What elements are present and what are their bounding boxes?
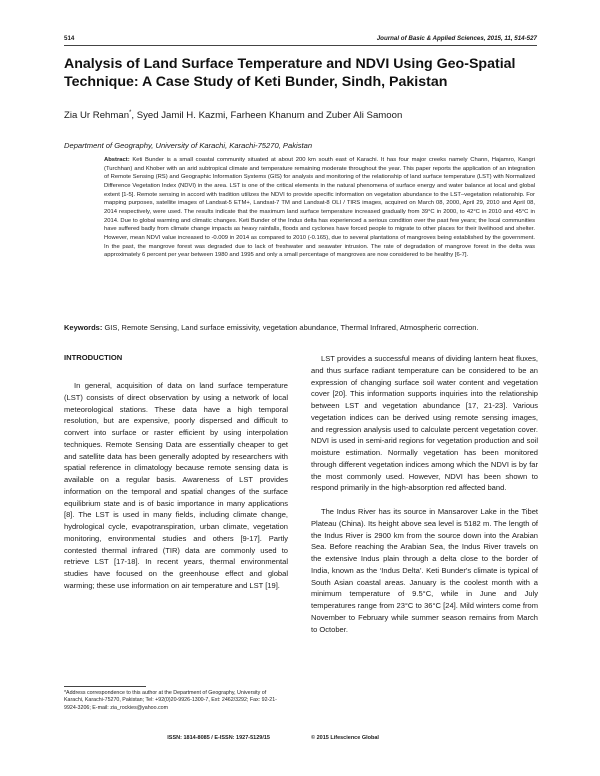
introduction-paragraph-1: In general, acquisition of data on land surface temperature (LST) consists of direct observation by using a network of local meteorological stations. These data have a high temporal resolution, but are expensive, poorly dispersed and difficult to convert into surface or raster efficient by using interpolation techniques. Remote Sensing Data are essentially cheaper to get and satellite data has been generally adopted by researchers with spatial reference in climatology because remote sensing data is available on a regular basis. Awareness of LST provides information on the temporal and spatial changes of the surface equilibrium state and is of basic importance in many applications [8]. The LST is used in many fields, including climate change, hydrological cycle, evapotranspiration, urban climate, vegetation monitoring, environmental studies and others [9-17]. Partly contested thermal infrared (TIR) data are commonly used to retrieve LST [17-18]. In recent years, thermal environmental studies have focused on the greenhouse effect and global warming; these use information on air temperature and LST [19]. bbox=[64, 381, 288, 590]
author-list bbox=[64, 110, 402, 121]
keywords bbox=[64, 322, 538, 333]
footnote-divider bbox=[64, 686, 146, 687]
running-header-journal: Journal of Basic & Applied Sciences, 2015, 11, 514-527 bbox=[376, 35, 537, 42]
introduction-paragraph-3: The Indus River has its source in Mansarover Lake in the Tibet Plateau (China). Its height above sea level is 5182 m. The length of the Indus River is 2900 km from the source down into the Arabian Sea. Before reaching the Arabian Sea, the Indus River travels on the extensive Indus plain through a delta close to the border of India, known as the ‘Indus Delta’. Keti Bunder's climate is typical of South Asian coastal areas. January is the coolest month with a minimum temperature of 9.5°C, while in June and July temperatures range from 23°C to 36°C [24]. Mild winters come from November to February while summer season remains from March to October. bbox=[311, 507, 538, 634]
abstract-text: Keti Bunder is a small coastal community situated at about 200 km south east of Karachi. It has four major creeks namely Chann, Hajamro, Kangri (Turchhan) and Khober with an arid subtropical climate and temperature remaining moderate throughout the year. This paper reports the application of an integration of Remote Sensing (RS) and Geographic Information Systems (GIS) for analysis and monitoring of the relationship of land surface temperature (LST) with Normalized Difference Vegetation Index (NDVI) in the area. LST is one of the critical elements in the natural phenomena of surface energy and water balance at local and global extent [1-5]. Remote sensing in accord with tradition utilizes the NDVI to provide specific information on vegetation abundance to the LST–vegetation relationship. For mapping purposes, satellite images of Landsat-5 ETM+, Landsat-7 TM and Landsat-8 OLI / TIRS images, acquired on March 08, 2000, April 29, 2010 and April 08, 2014 respectively, were used. The results indicate that the maximum land surface temperature increased gradually from 39°C in 2000, to 42°C in 2010 and 45°C in 2014. Due to global warming and climatic changes. Keti Bunder of the Indus delta has experienced a serious condition over the past few years; the local communities have suffered badly from climate change impacts as heavy rainfalls, floods and cyclones have forced people to migrate to other places for their livelihood and shelter. However, mean NDVI value increased to -0.009 in 2014 as compared to 2010 (-0.165), due to several plantations of mangroves being established by the government. In the past, the mangrove forest was degraded due to lack of freshwater and seawater intrusion. The rate of degradation of mangrove forest in the delta was approximately 6 percent per year between 1980 and 1995 and only a small percentage of mangroves are now considered to be healthy [6-7]. bbox=[104, 157, 535, 259]
page-number: 514 bbox=[64, 35, 75, 42]
abstract bbox=[104, 156, 535, 260]
abstract-label: Abstract: bbox=[104, 157, 130, 163]
article-title: Analysis of Land Surface Temperature and NDVI Using Geo-Spatial Technique: A Case Study of Keti Bunder, Sindh, Pakistan bbox=[64, 56, 516, 90]
corresponding-author-mark[interactable]: * bbox=[129, 110, 132, 116]
correspondence-footnote: *Address correspondence to this author at the Department of Geography, University of Karachi, Karachi-75270, Pakistan; Tel: +92(0)20-9926-1300-7, Ext: 2462/3292; Fax: 92-21-9924-3206; E-mail: zia_rockies@yahoo.com bbox=[64, 690, 277, 711]
first-author: Zia Ur Rehman bbox=[64, 110, 130, 122]
footer-issn: ISSN: 1814-8085 / E-ISSN: 1927-5129/15 bbox=[167, 735, 270, 741]
header-divider bbox=[64, 45, 537, 46]
keywords-text: GIS, Remote Sensing, Land surface emissivity, vegetation abundance, Thermal Infrared, Atmospheric correction. bbox=[104, 323, 479, 332]
right-column bbox=[311, 353, 538, 635]
introduction-heading: INTRODUCTION bbox=[64, 353, 123, 362]
author-affiliation: Department of Geography, University of Karachi, Karachi-75270, Pakistan bbox=[64, 141, 313, 150]
left-column bbox=[64, 380, 288, 592]
footer-copyright: © 2015 Lifescience Global bbox=[311, 735, 379, 741]
introduction-paragraph-2: LST provides a successful means of dividing lantern heat fluxes, and thus surface radiant temperature can be considered to be an expression of changing surface soil water content and vegetation cover [20]. This information supports inquiries into the relationship between LST and vegetation abundance [17, 21-23]. Various vegetation indices can be derived using remote sensing images, and regression analysis used to calculate percent vegetation cover. NDVI is used in semi-arid regions for vegetation production and soil moisture estimation. Normally vegetation has been monitored through different vegetation indices among which the NDVI is by far the most commonly used. However, NDVI has been shown to respond primarily in the high-absorption red affected band. bbox=[311, 354, 538, 493]
coauthors: , Syed Jamil H. Kazmi, Farheen Khanum and Zuber Ali Samoon bbox=[131, 110, 403, 122]
keywords-label: Keywords: bbox=[64, 323, 103, 332]
